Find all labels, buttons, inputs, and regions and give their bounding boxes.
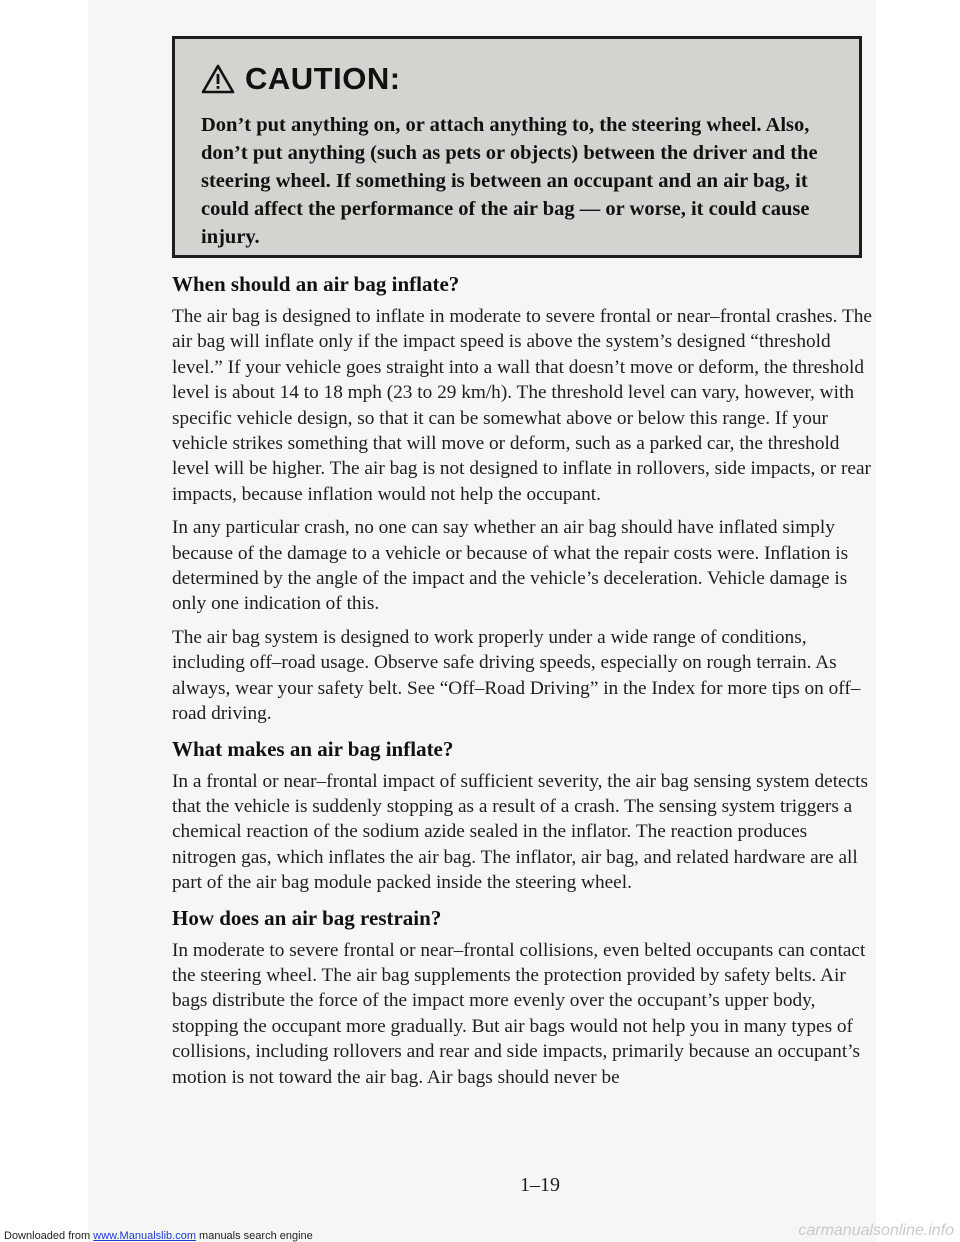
caution-text: Don’t put anything on, or attach anything to, the steering wheel. Also, don’t put anything (such as pets or objects) between the driver and the steering wheel. If something is between an occupant and an air bag, it could affect the performance of the air bag — or worse, it could cause injury. xyxy=(201,114,818,248)
download-notice xyxy=(4,1230,313,1242)
watermark: carmanualsonline.info xyxy=(798,1222,954,1239)
paragraph: In any particular crash, no one can say whether an air bag should have inflated simply because of the damage to a vehicle or because of what the repair costs were. Inflation is determined by the angle of the impact and the vehicle’s deceleration. Vehicle damage is only one indication of this. xyxy=(172,517,849,615)
section-how-restrain xyxy=(172,904,872,1090)
section-heading: What makes an air bag inflate? xyxy=(172,736,454,761)
caution-title: CAUTION: xyxy=(245,61,401,96)
paragraph: In moderate to severe frontal or near–frontal collisions, even belted occupants can contact the steering wheel. The air bag supplements the protection provided by safety belts. Air bags distribute the force of the impact more evenly over the occupant’s upper body, stopping the occupant more gradually. But air bags would not help you in many types of collisions, including rollovers and rear and side impacts, primarily because an occupant’s motion is not toward the air bag. Air bags should never be xyxy=(172,939,866,1088)
caution-header xyxy=(201,57,833,101)
caution-box xyxy=(172,36,862,258)
manualslib-link[interactable]: www.Manualslib.com xyxy=(93,1230,196,1242)
main-content xyxy=(172,270,872,1098)
paragraph: The air bag is designed to inflate in moderate to severe frontal or near–frontal crashes. The air bag will inflate only if the impact speed is above the system’s designed “threshold level.” If your vehicle goes straight into a wall that doesn’t move or deform, the threshold level is about 14 to 18 mph (23 to 29 km/h). The threshold level can vary, however, with specific vehicle design, so that it can be somewhat above or below this range. If your vehicle strikes something that will move or deform, such as a parked car, the threshold level will be higher. The air bag is not designed to inflate in rollovers, side impacts, or rear impacts, because inflation would not help the occupant. xyxy=(172,306,872,505)
warning-triangle-icon xyxy=(201,64,235,94)
page-number: 1–19 xyxy=(520,1174,560,1196)
section-heading: When should an air bag inflate? xyxy=(172,272,460,296)
section-what-makes-inflate xyxy=(172,735,872,896)
section-when-inflate xyxy=(172,270,872,727)
paragraph: In a frontal or near–frontal impact of sufficient severity, the air bag sensing system detects that the vehicle is suddenly stopping as a result of a crash. The sensing system triggers a chemical reaction of the sodium azide sealed in the inflator. The reaction produces nitrogen gas, which inflates the air bag. The inflator, air bag, and related hardware are all part of the air bag module packed inside the steering wheel. xyxy=(172,770,869,894)
footer-suffix: manuals search engine xyxy=(195,1230,313,1242)
footer xyxy=(0,1210,960,1242)
paragraph: The air bag system is designed to work properly under a wide range of conditions, including off–road usage. Observe safe driving speeds, especially on rough terrain. As always, wear your safety belt. See “Off–Road Driving” in the Index for more tips on off–road driving. xyxy=(172,626,861,725)
section-heading: How does an air bag restrain? xyxy=(172,905,442,930)
footer-prefix: Downloaded from xyxy=(4,1230,94,1242)
